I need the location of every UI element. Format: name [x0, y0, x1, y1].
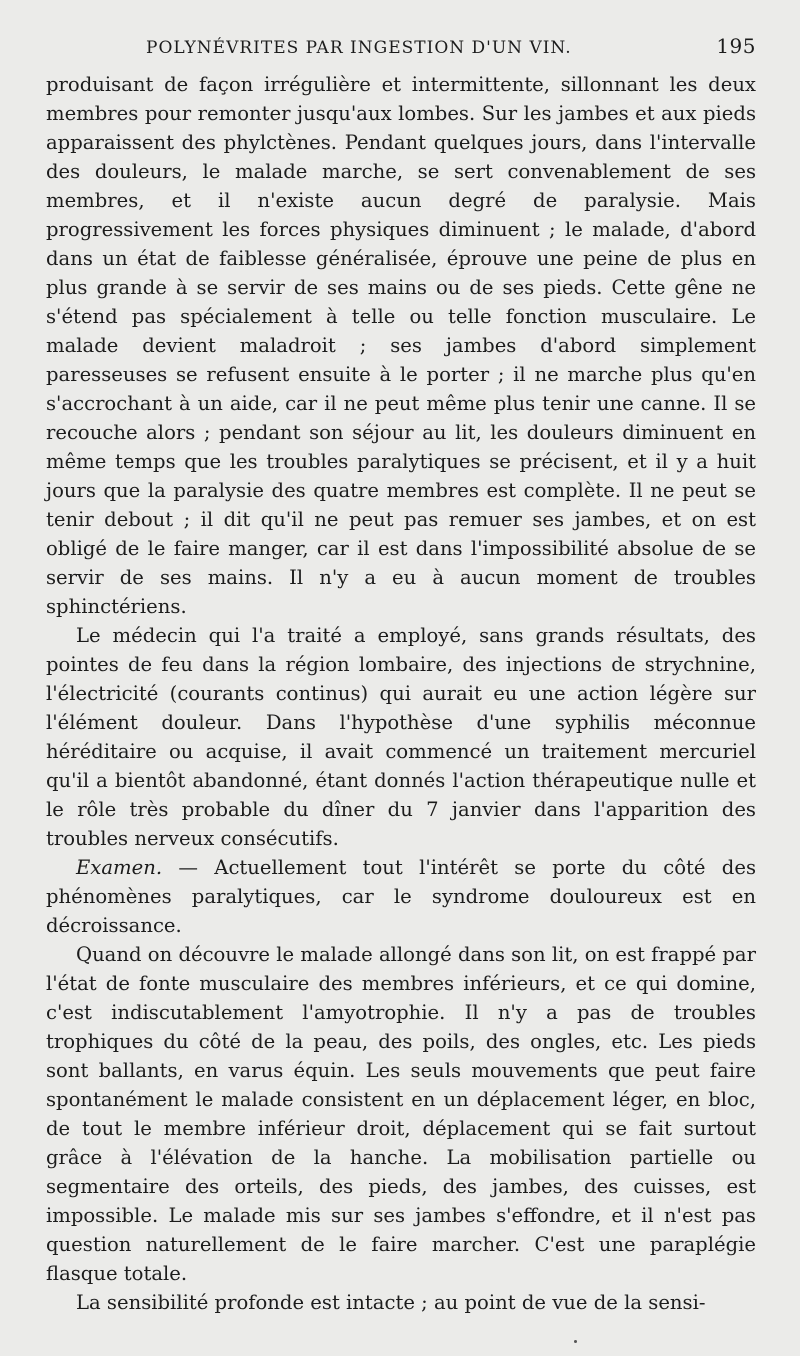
- paragraph-sensibility: [46, 1288, 756, 1317]
- paragraph-treatment: [46, 621, 756, 853]
- paragraph-text: Quand on découvre le malade allongé dans son lit, on est frappé par l'état de fonte musculaire des membres inférieurs, et ce qui domine, c'est indiscutablement l'amyotrophie. Il n'y a pas de troubles trophiques du côté de la peau, des poils, des ongles, etc. Les pieds sont ballants, en varus équin. Les seuls mouvements que peut faire spontanément le malade consistent en un déplacement léger, en bloc, de tout le membre inférieur droit, déplacement qui se fait surtout grâce à l'élévation de la hanche. La mobilisation partielle ou segmentaire des orteils, des pieds, des jambes, des cuisses, est impossible. Le malade mis sur ses jambes s'effondre, et il n'est pas question naturellement de le faire marcher. C'est une paraplégie flasque totale.: [46, 943, 756, 1285]
- paragraph-continuation: [46, 70, 756, 621]
- running-head: [46, 30, 756, 64]
- print-speck: [574, 1340, 577, 1343]
- section-label: Examen.: [76, 856, 163, 879]
- page-number: 195: [716, 34, 756, 58]
- paragraph-amyotrophy: [46, 940, 756, 1288]
- paragraph-text: La sensibilité profonde est intacte ; au point de vue de la sensi-: [76, 1291, 706, 1314]
- body-text: [46, 70, 756, 1317]
- paragraph-text: produisant de façon irrégulière et intermittente, sillonnant les deux membres pour remonter jusqu'aux lombes. Sur les jambes et aux pieds apparaissent des phylctènes. Pendant quelques jours, dans l'intervalle des douleurs, le malade marche, se sert convenablement de ses membres, et il n'existe aucun degré de paralysie. Mais progressivement les forces physiques diminuent ; le malade, d'abord dans un état de faiblesse généralisée, éprouve une peine de plus en plus grande à se servir de ses mains ou de ses pieds. Cette gêne ne s'étend pas spécialement à telle ou telle fonction musculaire. Le malade devient maladroit ; ses jambes d'abord simplement paresseuses se refusent ensuite à le porter ; il ne marche plus qu'en s'accrochant à un aide, car il ne peut même plus tenir une canne. Il se recouche alors ; pendant son séjour au lit, les douleurs diminuent en même temps que les troubles paralytiques se précisent, et il y a huit jours que la paralysie des quatre membres est complète. Il ne peut se tenir debout ; il dit qu'il ne peut pas remuer ses jambes, et on est obligé de le faire manger, car il est dans l'impossibilité absolue de se servir de ses mains. Il n'y a eu à aucun moment de troubles sphinctériens.: [46, 73, 756, 618]
- paragraph-examination: [46, 853, 756, 940]
- paragraph-text: — Actuellement tout l'intérêt se porte du côté des phénomènes paralytiques, car le syndrome douloureux est en décroissance.: [46, 856, 756, 937]
- paragraph-text: Le médecin qui l'a traité a employé, sans grands résultats, des pointes de feu dans la région lombaire, des injections de strychnine, l'électricité (courants continus) qui aurait eu une action légère sur l'élément douleur. Dans l'hypothèse d'une syphilis méconnue héréditaire ou acquise, il avait commencé un traitement mercuriel qu'il a bientôt abandonné, étant donnés l'action thérapeutique nulle et le rôle très probable du dîner du 7 janvier dans l'apparition des troubles nerveux consécutifs.: [46, 624, 756, 850]
- running-title: POLYNÉVRITES PAR INGESTION D'UN VIN.: [146, 38, 572, 58]
